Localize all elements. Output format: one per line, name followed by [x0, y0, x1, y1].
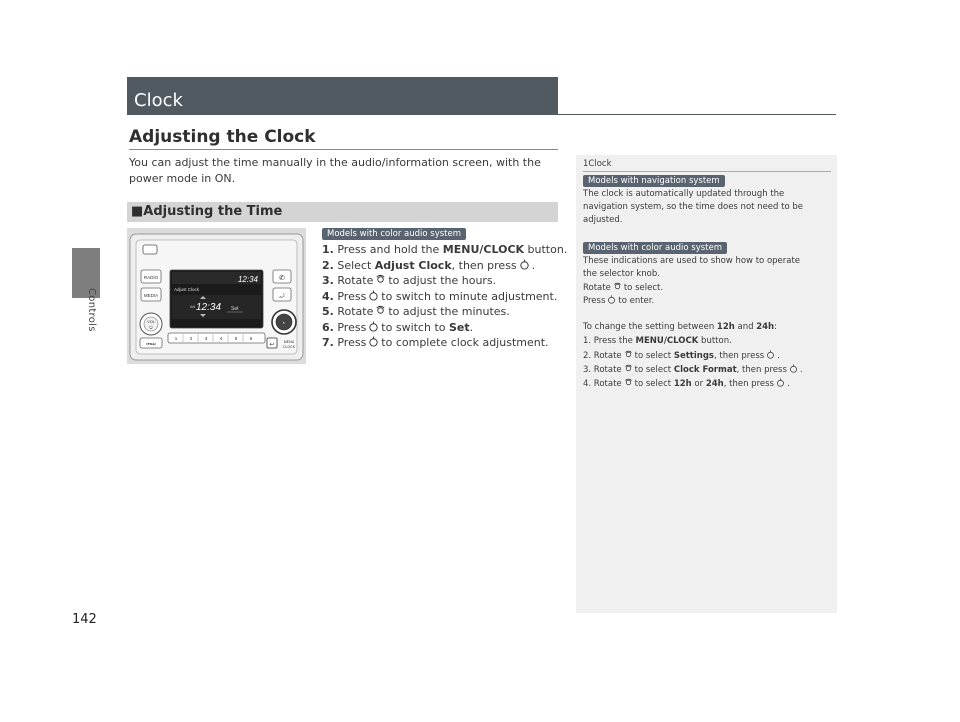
subheading: ■Adjusting the Time	[131, 204, 283, 219]
press-icon	[368, 290, 379, 301]
chapter-rule	[558, 114, 836, 115]
format-step-3: 3. Rotate to select Clock Format, then press .	[583, 365, 803, 375]
chapter-title: Clock	[134, 90, 183, 111]
preset-button-6: 6	[249, 336, 253, 341]
clock-label: CLOCK	[282, 345, 296, 349]
chapter-bar	[127, 77, 558, 115]
color-audio-badge: Models with color audio system	[322, 228, 466, 240]
intro-text: You can adjust the time manually in the audio/information screen, with the power mode in ON.	[129, 156, 541, 185]
sidebar-ref: 1Clock	[583, 159, 612, 169]
format-intro: To change the setting between 12h and 24h:	[583, 322, 777, 332]
preset-button-4: 4	[219, 336, 223, 341]
format-step-2: 2. Rotate to select Settings, then press .	[583, 351, 780, 361]
preset-button-3: 3	[204, 336, 208, 341]
press-icon	[368, 321, 379, 332]
preset-button-5: 5	[234, 336, 238, 341]
hazard-button	[143, 245, 157, 254]
step-7: 7. Press to complete clock adjustment.	[322, 336, 549, 349]
seek-icon: ⏮⏭	[146, 341, 156, 348]
press-icon	[607, 295, 616, 304]
step-4: 4. Press to switch to minute adjustment.	[322, 289, 558, 303]
steps-list	[322, 242, 568, 351]
step-2: 2. Select Adjust Clock, then press .	[322, 258, 536, 272]
screen-set: Set	[231, 306, 239, 312]
audio-unit-drawing	[127, 228, 306, 364]
audio-text-1: These indications are used to show how to operate	[583, 256, 801, 266]
audio-unit-illustration	[127, 228, 306, 364]
press-icon	[776, 378, 785, 387]
phone-icon: ✆	[279, 274, 285, 282]
rotate-icon	[613, 282, 622, 291]
audio-text-2: the selector knob.	[583, 269, 660, 279]
knob-label: ↻	[282, 321, 286, 325]
rotate-icon	[624, 378, 633, 387]
step-5: 5. Rotate to adjust the minutes.	[322, 305, 510, 318]
screen-clock: 12:34	[237, 275, 258, 284]
press-note: Press to enter.	[583, 296, 655, 306]
rotate-note: Rotate to select.	[583, 283, 664, 293]
power-icon: ⏻	[149, 325, 153, 330]
screen-adjust-time: 12:34	[196, 302, 222, 313]
rotate-icon	[375, 305, 386, 316]
nav-system-badge: Models with navigation system	[583, 175, 725, 187]
step-3: 3. Rotate to adjust the hours.	[322, 274, 497, 287]
preset-button-1: 1	[174, 336, 178, 341]
press-icon	[766, 350, 775, 359]
rotate-icon	[624, 364, 633, 373]
main-heading: Adjusting the Clock	[129, 127, 316, 147]
media-button-label: MEDIA	[143, 293, 159, 298]
rotate-icon	[624, 350, 633, 359]
format-step-4: 4. Rotate to select 12h or 24h, then press .	[583, 379, 790, 389]
step-6: 6. Press to switch to Set.	[322, 320, 474, 334]
rotate-icon	[375, 274, 386, 285]
press-icon	[789, 364, 798, 373]
nav-text-3: adjusted.	[583, 215, 623, 225]
nav-text-1: The clock is automatically updated through the	[583, 189, 785, 199]
radio-button-label: RADIO	[143, 275, 159, 280]
press-icon	[519, 259, 530, 270]
sidebar-rule	[583, 171, 831, 172]
page-number: 142	[72, 612, 97, 627]
step-1: 1. Press and hold the MENU/CLOCK button.	[322, 243, 568, 256]
screen-am: AM	[190, 305, 196, 309]
section-label: Controls	[86, 288, 97, 332]
preset-button-2: 2	[189, 336, 193, 341]
nav-text-2: navigation system, so the time does not need to be	[583, 202, 803, 212]
menu-label: MENU	[283, 340, 295, 344]
screen-title: Adjust Clock	[174, 287, 200, 292]
heading-rule	[129, 149, 558, 150]
vol-knob-label: VOL	[147, 320, 155, 324]
format-step-1: 1. Press the MENU/CLOCK button.	[583, 336, 732, 346]
audio-system-badge: Models with color audio system	[583, 242, 727, 254]
press-icon	[368, 336, 379, 347]
back-icon: ↩	[269, 341, 275, 348]
hang-up-icon: ⤾	[279, 293, 285, 300]
